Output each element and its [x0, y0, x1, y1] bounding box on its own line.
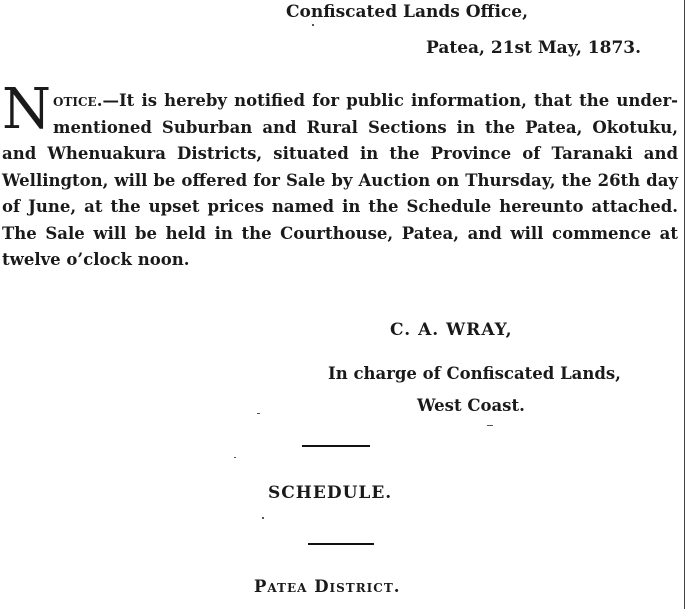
notice-lead-word: otice. [53, 91, 103, 110]
office-heading: Confiscated Lands Office, [286, 2, 529, 22]
print-speck [257, 413, 260, 414]
signatory-name: C. A. WRAY, [390, 320, 513, 340]
print-speck [234, 457, 236, 458]
section-divider [308, 543, 374, 545]
section-divider [302, 445, 370, 447]
drop-cap: N [2, 77, 51, 142]
signatory-region: West Coast. [417, 396, 525, 415]
column-border [684, 0, 685, 609]
schedule-heading: SCHEDULE. [268, 483, 393, 503]
print-speck [312, 24, 314, 26]
print-speck [487, 425, 493, 426]
dateline: Patea, 21st May, 1873. [426, 38, 642, 58]
notice-paragraph [2, 77, 678, 274]
district-heading: Patea District. [254, 577, 401, 596]
print-speck [262, 517, 264, 519]
signatory-role: In charge of Confiscated Lands, [328, 364, 621, 383]
notice-body-text: —It is hereby notified for public information, that the under-mentioned Suburban and Rural Sections in the Patea, Okotuku, and Whenuakura Districts, situated in the Province of Taranaki and Wellington, will be offered for Sale by Auction on Thursday, the 26th day of June, at the upset prices named in the Schedule hereunto attached. The Sale will be held in the Courthouse, Patea, and will commence at twelve o’clock noon. [2, 91, 678, 269]
